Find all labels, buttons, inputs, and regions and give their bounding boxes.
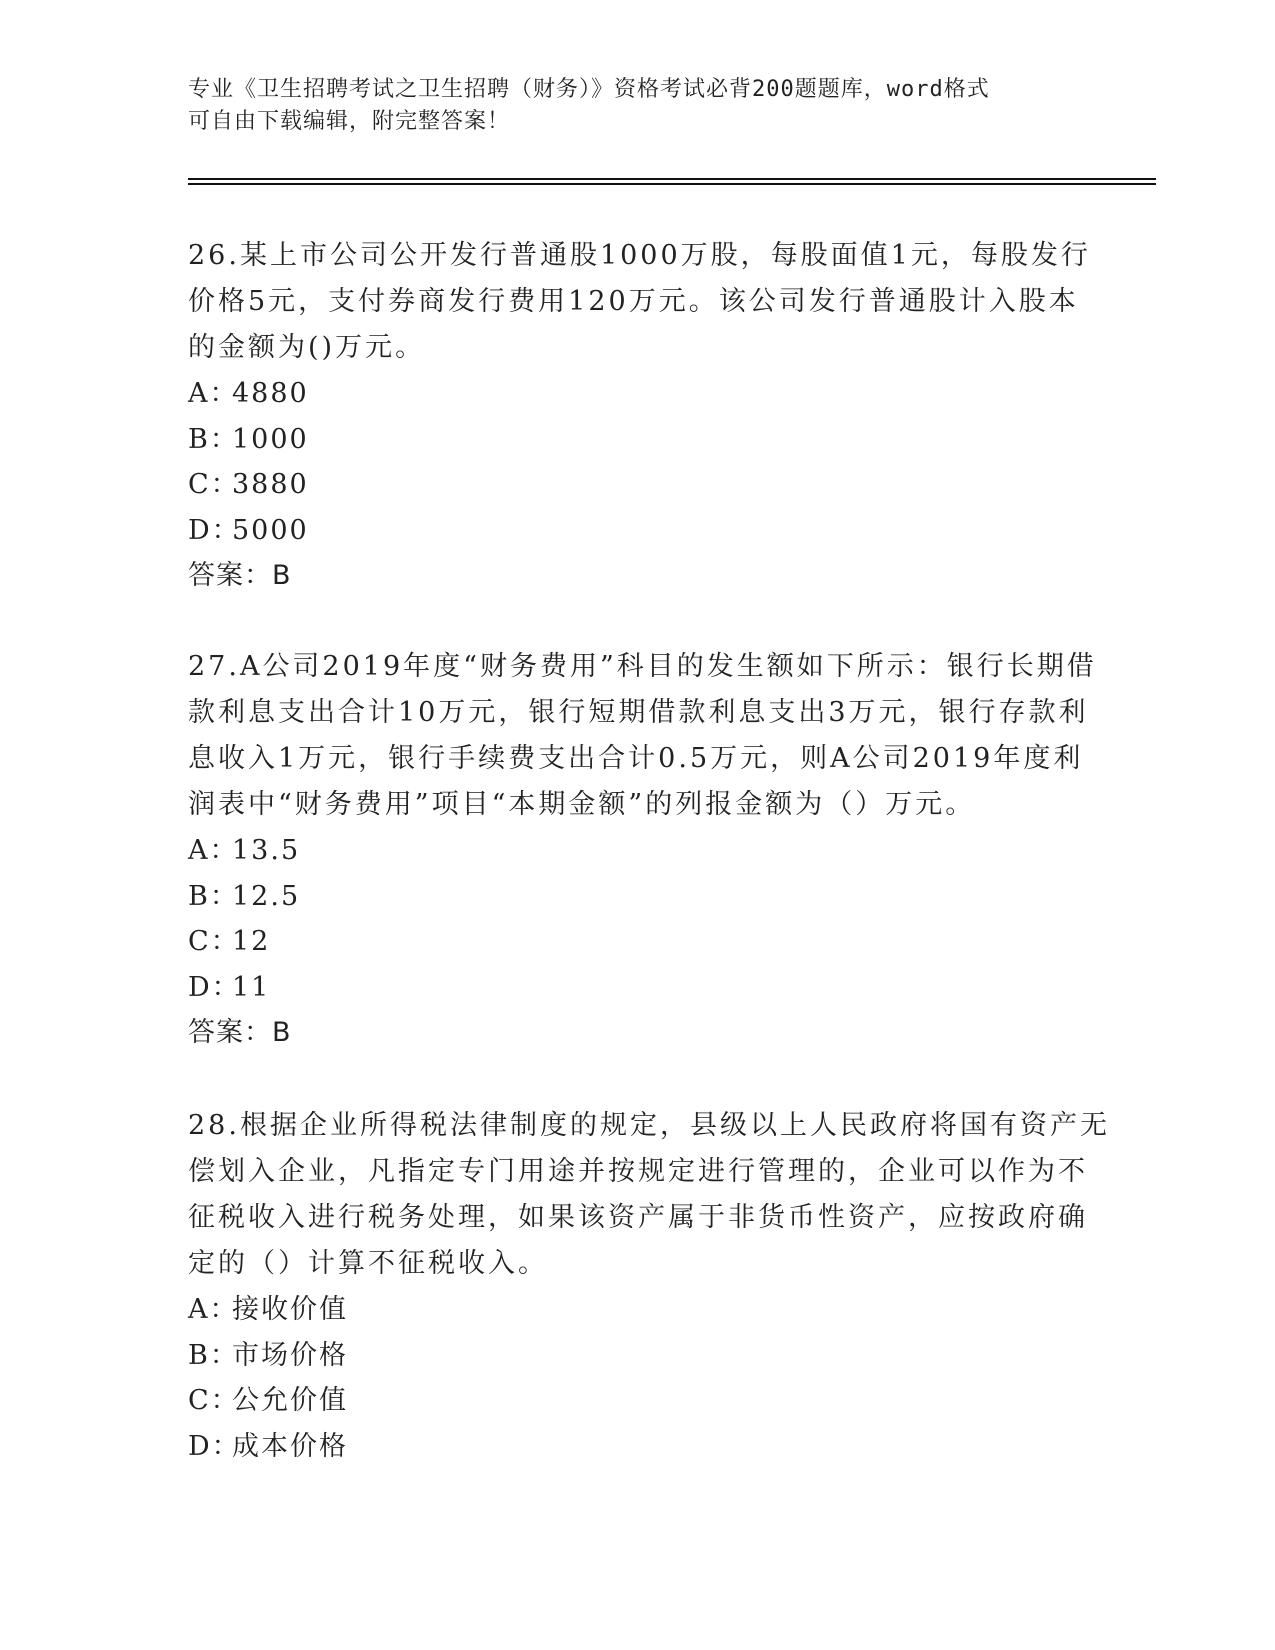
- option-text: 公允价值: [232, 1385, 348, 1416]
- option-text: 1000: [232, 423, 309, 455]
- option-letter: B：: [188, 423, 239, 455]
- option-d: [188, 508, 1088, 554]
- option-letter: B：: [188, 1339, 239, 1371]
- header-line-2: 可自由下载编辑，附完整答案！: [188, 109, 511, 134]
- stem-line: 息收入1万元，银行手续费支出合计0.5万元，则A公司2019年度利: [188, 743, 1084, 774]
- document-header: [188, 74, 1088, 138]
- option-letter: C：: [188, 1385, 240, 1416]
- option-b: [188, 1333, 1088, 1379]
- option-text: 4880: [232, 378, 309, 409]
- stem-line: 润表中“财务费用”项目“本期金额”的列报金额为（）万元。: [188, 789, 976, 820]
- option-c: [188, 919, 1088, 965]
- answer: 答案：B: [188, 560, 292, 591]
- option-a: [188, 371, 1088, 417]
- option-b: [188, 874, 1088, 920]
- option-text: 11: [232, 971, 271, 1003]
- question-stem: [188, 1103, 1110, 1287]
- option-text: 12.5: [232, 880, 301, 912]
- stem-line: 款利息支出合计10万元，银行短期借款利息支出3万元，银行存款利: [188, 697, 1089, 728]
- option-letter: A：: [188, 378, 239, 409]
- option-d: [188, 1424, 1088, 1470]
- option-letter: C：: [188, 469, 240, 500]
- option-text: 5000: [232, 514, 309, 546]
- option-letter: A：: [188, 1294, 239, 1325]
- stem-line: 定的（）计算不征税收入。: [188, 1248, 548, 1279]
- option-text: 接收价值: [232, 1294, 348, 1325]
- option-letter: D：: [188, 971, 241, 1003]
- option-text: 3880: [232, 469, 309, 500]
- stem-line: 征税收入进行税务处理，如果该资产属于非货币性资产，应按政府确: [188, 1202, 1088, 1233]
- question-stem: [188, 644, 1097, 828]
- option-letter: C：: [188, 926, 240, 957]
- stem-line: 偿划入企业，凡指定专门用途并按规定进行管理的，企业可以作为不: [188, 1156, 1088, 1187]
- stem-line: 的金额为()万元。: [188, 332, 426, 363]
- stem-line: 28.根据企业所得税法律制度的规定，县级以上人民政府将国有资产无: [188, 1110, 1110, 1141]
- option-letter: D：: [188, 1430, 241, 1462]
- question-stem: [188, 233, 1091, 371]
- header-divider-bottom: [188, 183, 1156, 185]
- option-letter: B：: [188, 880, 239, 912]
- option-c: [188, 462, 1088, 508]
- option-letter: A：: [188, 835, 239, 866]
- option-text: 12: [232, 926, 271, 957]
- question-27: [188, 644, 1097, 1056]
- option-letter: D：: [188, 514, 241, 546]
- option-d: [188, 965, 1088, 1011]
- stem-line: 27.A公司2019年度“财务费用”科目的发生额如下所示：银行长期借: [188, 651, 1097, 682]
- option-b: [188, 417, 1088, 463]
- header-divider-top: [188, 178, 1156, 180]
- stem-line: 26.某上市公司公开发行普通股1000万股，每股面值1元，每股发行: [188, 240, 1091, 271]
- option-text: 成本价格: [232, 1430, 348, 1462]
- option-c: [188, 1378, 1088, 1424]
- question-26: [188, 233, 1091, 599]
- question-28: [188, 1103, 1110, 1469]
- stem-line: 价格5元，支付券商发行费用120万元。该公司发行普通股计入股本: [188, 286, 1079, 317]
- answer: 答案：B: [188, 1017, 292, 1048]
- header-line-1: 专业《卫生招聘考试之卫生招聘（财务）》资格考试必背200题题库，word格式: [188, 77, 990, 102]
- option-a: [188, 828, 1088, 874]
- option-a: [188, 1287, 1088, 1333]
- option-text: 13.5: [232, 835, 301, 866]
- option-text: 市场价格: [232, 1339, 348, 1371]
